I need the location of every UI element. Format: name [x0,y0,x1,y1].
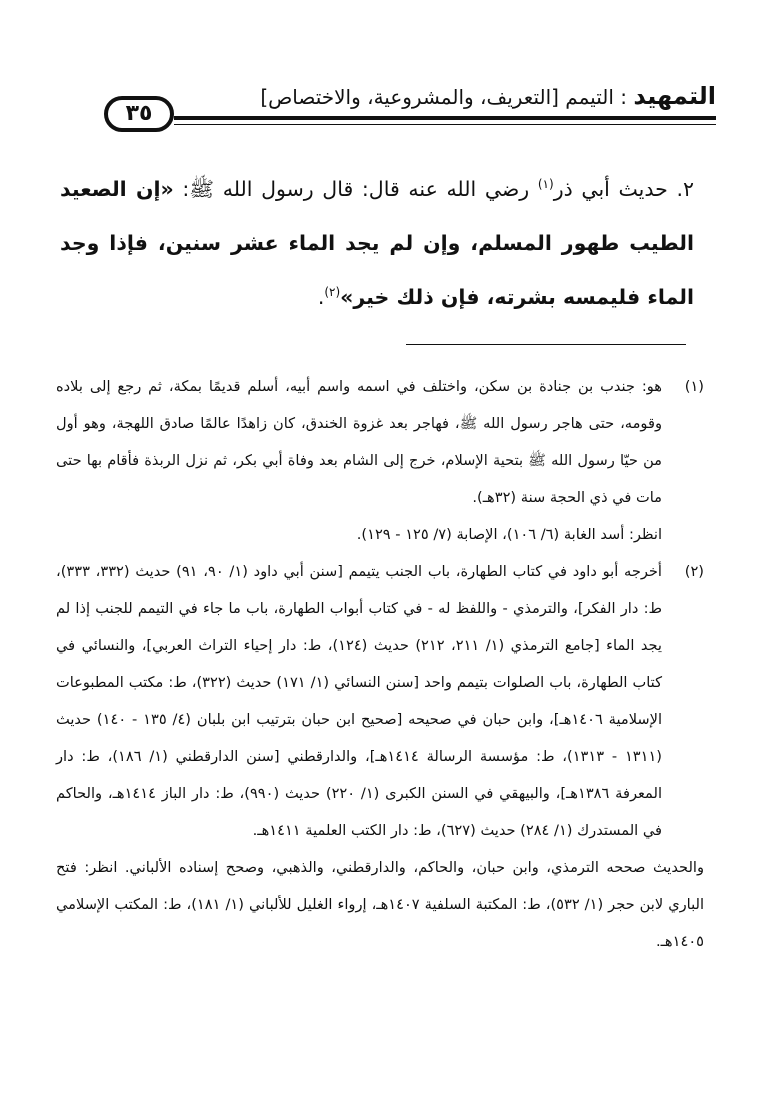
footnote-number: (٢) [684,563,704,580]
hadith-end: . [317,285,325,309]
header-rule-thin [174,124,716,125]
page-number-text: ٣٥ [125,101,153,126]
footnote-closing: والحديث صححه الترمذي، وابن حبان، والحاكم، والدارقطني، والذهبي، وصحح إسناده الألباني. انظر: فتح الباري لابن حجر (١/ ٥٣٢)، ط: المكتبة السلفية ١٤٠٧هـ، إرواء الغليل للألباني (١/ ١٨١)، ط: المكتب الإسلامي ١٤٠٥هـ. [56,859,705,950]
hadith-intro: حديث أبي ذر [553,177,668,201]
running-header [104,78,716,130]
header-sep: : [613,85,627,109]
footnote-paragraph: هو: جندب بن جنادة بن سكن، واختلف في اسمه واسم أبيه، أسلم قديمًا بمكة، ثم رجع إلى بلاده وقومه، حتى هاجر رسول الله ﷺ، فهاجر بعد غزوة الخندق، كان زاهدًا عالمًا صادق اللهجة، وهو أول من حيّا رسول الله ﷺ بتحية الإسلام، خرج إلى الشام بعد وفاة أبي بكر، ثم نزل الربذة فأقام بها حتى مات في ذي الحجة سنة (٣٢هـ). [56,378,662,506]
hadith-quote: «إن الصعيد الطيب طهور المسلم، وإن لم يجد الماء عشر سنين، فإذا وجد الماء فليمسه بشرته، فإن ذلك خير» [60,177,694,309]
section-name: التيمم [التعريف، والمشروعية، والاختصاص] [260,85,614,109]
page-number [104,96,174,132]
footnote-divider [406,344,686,345]
footnotes [56,368,704,960]
footnote-paragraph: انظر: أسد الغابة (٦/ ١٠٦)، الإصابة (٧/ ١٢٥ - ١٢٩). [356,526,662,543]
hadith-intro-after: رضي الله عنه قال: قال رسول الله ﷺ: [173,177,538,201]
header-rule [174,116,716,120]
hadith-text [60,162,694,324]
footnote-ref-1[interactable]: (١) [537,177,554,192]
chapter-name: التمهيد [633,82,716,110]
footnote-2 [56,553,704,849]
footnote-number: (١) [684,378,704,395]
footnote-ref-2[interactable]: (٢) [324,285,341,300]
hadith-number: ٢. [676,177,694,201]
header-title [260,82,716,110]
footnote-paragraph: أخرجه أبو داود في كتاب الطهارة، باب الجنب يتيمم [سنن أبي داود (١/ ٩٠، ٩١) حديث (٣٣٢، ٣٣٣)، ط: دار الفكر]، والترمذي - واللفظ له - في كتاب أبواب الطهارة، باب ما جاء في التيمم للجنب إذا لم يجد الماء [جامع الترمذي (١/ ٢١١، ٢١٢) حديث (١٢٤)، ط: دار إحياء التراث العربي]، والنسائي في كتاب الطهارة، باب الصلوات بتيمم واحد [سنن النسائي (١/ ١٧١) حديث (٣٢٢)، ط: مكتب المطبوعات الإسلامية ١٤٠٦هـ]، وابن حبان في صحيحه [صحيح ابن حبان بترتيب ابن بلبان (٤/ ١٣٥ - ١٤٠) حديث (١٣١١ - ١٣١٣)، ط: مؤسسة الرسالة ١٤١٤هـ]، والدارقطني [سنن الدارقطني (١/ ١٨٦)، ط: دار المعرفة ١٣٨٦هـ]، والبيهقي في السنن الكبرى (١/ ٢٢٠) حديث (٩٩٠)، ط: دار الباز ١٤١٤هـ، والحاكم في المستدرك (١/ ٢٨٤) حديث (٦٢٧)، ط: دار الكتب العلمية ١٤١١هـ. [56,563,663,839]
footnote-1 [56,368,704,553]
